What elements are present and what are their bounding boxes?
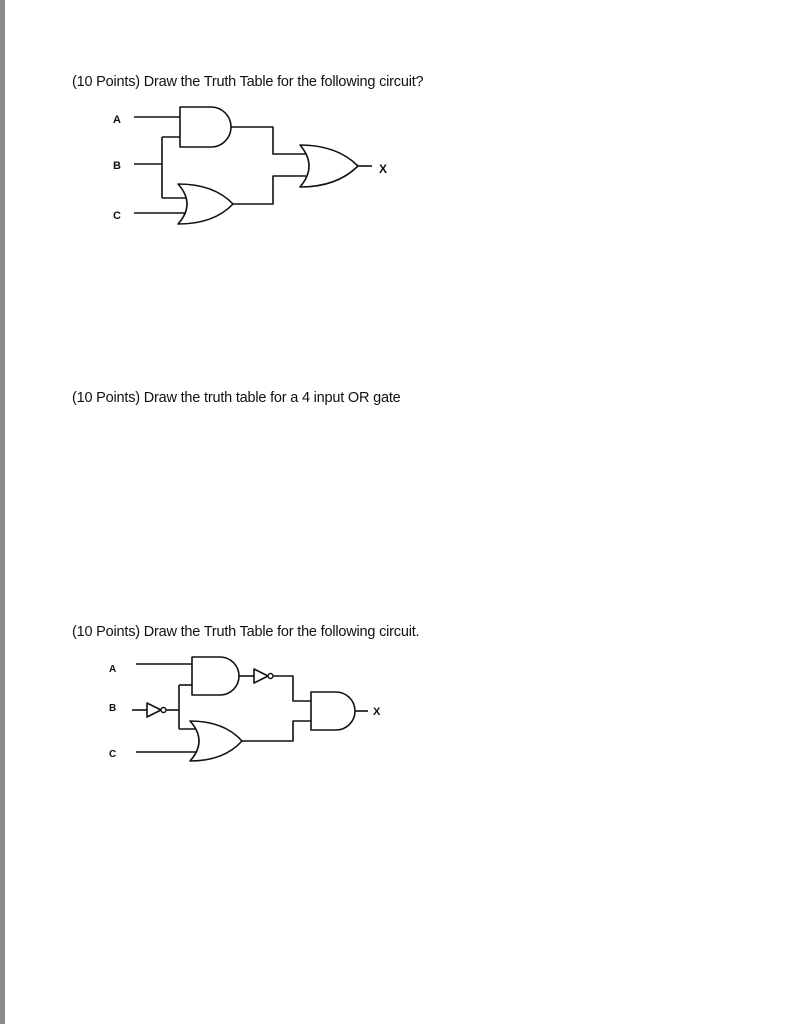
- or-gate-lower: [190, 721, 242, 761]
- question-1-text: (10 Points) Draw the Truth Table for the following circuit?: [72, 74, 424, 90]
- wire-or-out: [242, 721, 311, 741]
- not-gate-b: [147, 703, 161, 717]
- output-label-x: X: [379, 162, 388, 176]
- and-gate: [180, 107, 231, 147]
- or-gate-output: [300, 145, 358, 187]
- and-gate-upper: [192, 657, 239, 695]
- input-label-c: C: [109, 749, 117, 760]
- circuit-diagram-2: [0, 645, 420, 775]
- input-label-b: B: [109, 703, 117, 714]
- not-gate-and-out-bubble: [268, 674, 273, 679]
- or-gate-lower: [178, 184, 233, 224]
- and-gate-output: [311, 692, 355, 730]
- input-label-b: B: [113, 160, 121, 172]
- output-label-x: X: [373, 706, 381, 718]
- circuit-diagram-1: [0, 100, 420, 235]
- input-label-c: C: [113, 210, 121, 222]
- not-gate-and-out: [254, 669, 268, 683]
- wire-or-out: [233, 176, 306, 204]
- question-3-text: (10 Points) Draw the Truth Table for the following circuit.: [72, 624, 420, 640]
- wire-not-out: [273, 676, 311, 701]
- input-label-a: A: [109, 664, 117, 675]
- input-label-a: A: [113, 114, 121, 126]
- wire-and-out: [231, 127, 306, 154]
- not-gate-b-bubble: [161, 708, 166, 713]
- question-2-text: (10 Points) Draw the truth table for a 4 input OR gate: [72, 390, 401, 406]
